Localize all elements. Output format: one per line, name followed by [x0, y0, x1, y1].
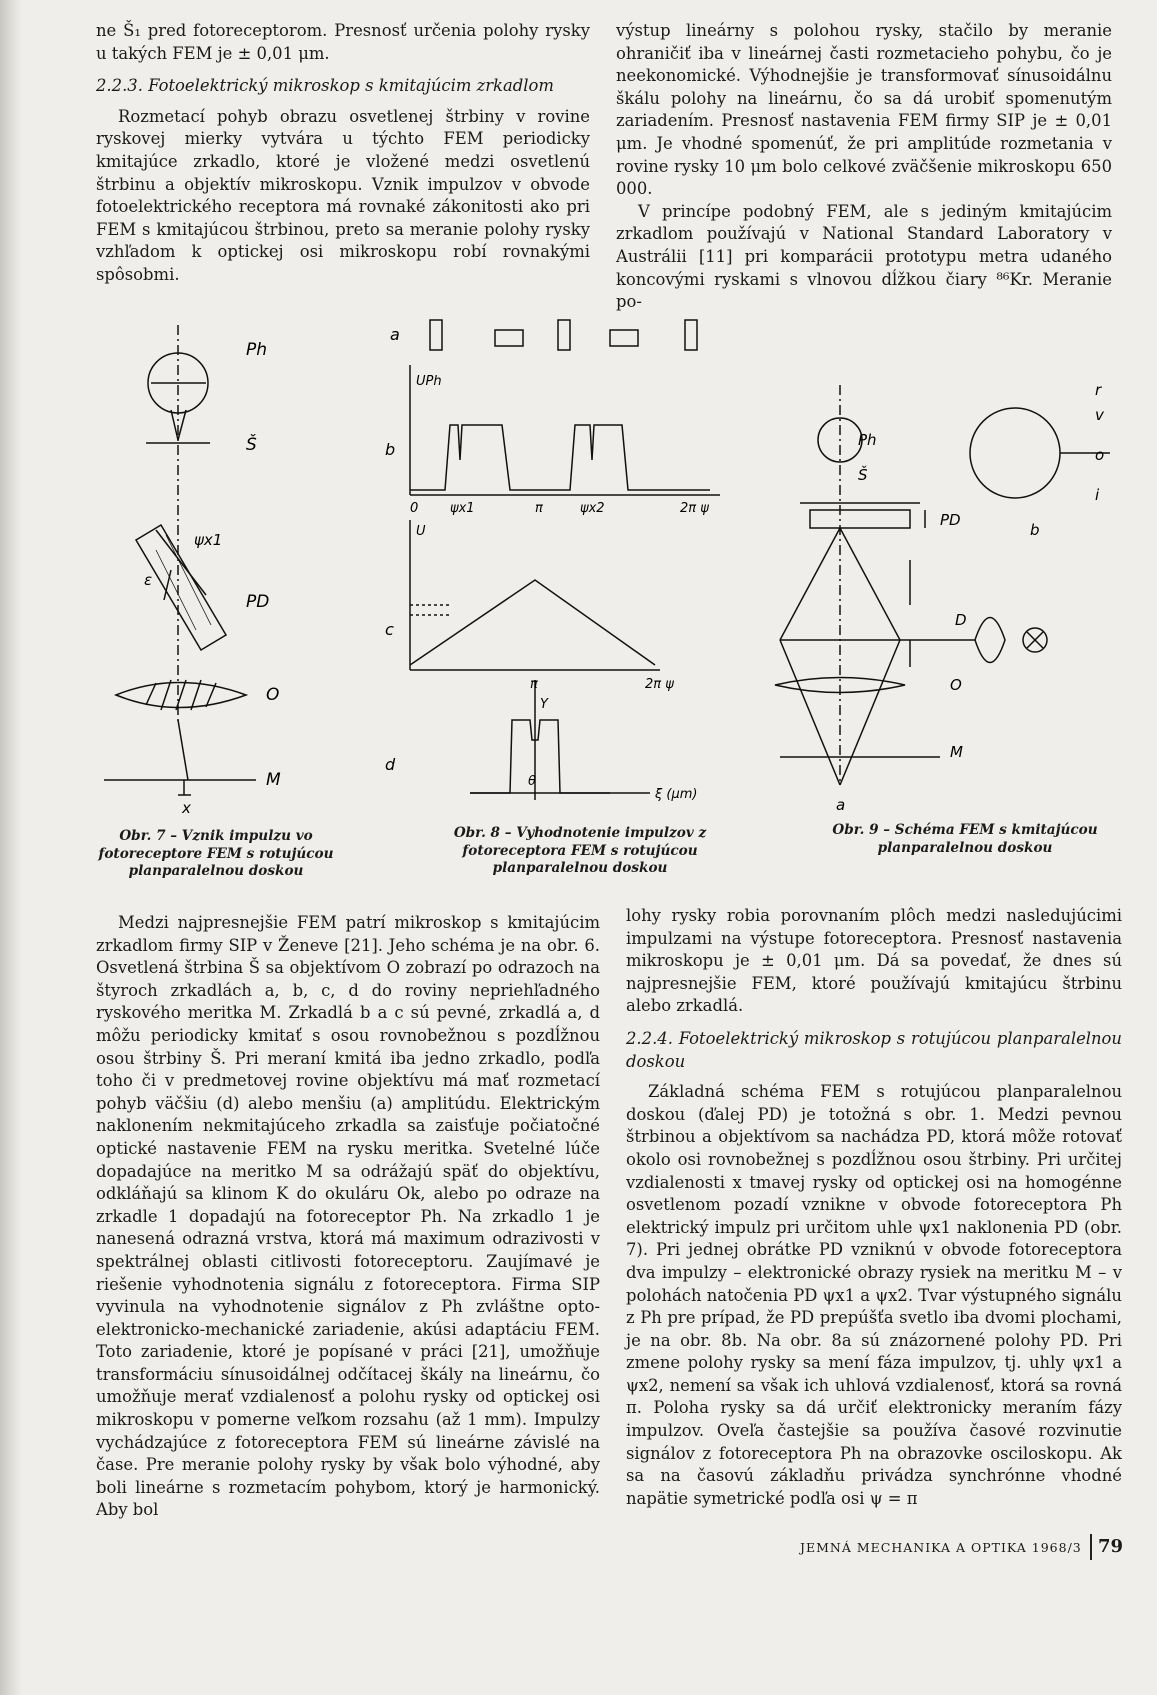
figure-9-diagram: [780, 381, 1130, 815]
label-pi-c: π: [530, 677, 538, 692]
label-o: O: [266, 685, 280, 705]
label-o: O: [950, 676, 962, 694]
right-column-top: [616, 20, 1112, 314]
section-heading-2-2-3: 2.2.3. Fotoelektrický mikroskop s kmitajúcim zrkadlom: [96, 76, 554, 96]
label-d: d: [385, 755, 396, 774]
label-s: Š: [858, 466, 868, 484]
paragraph: lohy rysky robia porovnaním plôch medzi nasledujúcimi impulzami na výstupe fotoreceptora. Presnosť nastavenia mikroskopu je ± 0,01 μm. Dá sa povedať, že dnes sú najpresnejšie FEM, ktoré používajú kmitajúcu štrbinu alebo zrkadlá.: [626, 906, 1122, 1016]
label-theta: θ: [528, 774, 536, 789]
label-psi-x1: ψx1: [450, 501, 475, 516]
footer-divider: [1090, 1534, 1092, 1560]
figure-9-caption: Obr. 9 – Schéma FEM s kmitajúcou planparalelnou doskou: [832, 822, 1098, 856]
paragraph: Základná schéma FEM s rotujúcou planparalelnou doskou (ďalej PD) je totožná s obr. 1. Medzi pevnou štrbinou a objektívom sa nachádza PD, ktorá môže rotovať okolo osi rovnobežnej s pozdĺžnou osou štrbiny. Pri určitej vzdialenosti x tmavej rysky od optickej osi na homogénne osvetlenom pozadí vznikne v obvode fotoreceptora Ph elektrický impulz pri určitom uhle ψx1 naklonenia PD (obr. 7). Pri jednej obrátke PD vzniknú v obvode fotoreceptora dva impulzy – elektronické obrazy rysiek na meritku M – v polohách natočenia PD ψx1 a ψx2. Tvar výstupného signálu z Ph pre prípad, že PD prepúšťa svetlo iba dvomi plochami, je na obr. 8b. Na obr. 8a sú znázornené polohy PD. Pri zmene polohy rysky sa mení fáza impulzov, tj. uhly ψx1 a ψx2, nemení sa však ich uhlová vzdialenosť, ktorá sa rovná π. Poloha rysky sa dá určiť elektronicky meraním fázy impulzov. Oveľa častejšie sa používa časové rozvinutie signálov z fotoreceptora Ph na obrazovke osciloskopu. Ak sa na časovú základňu privádza synchrónne vhodné napätie symetrické podľa osi ψ = π: [626, 1082, 1122, 1508]
label-u-ph: UPh: [416, 374, 442, 389]
label-d: D: [955, 611, 967, 629]
right-column-bottom: [626, 905, 1122, 1510]
paragraph: výstup lineárny s polohou rysky, stačilo by meranie ohraničiť iba v lineárnej časti rozmetacieho pohybu, čo je neekonomické. Výhodnejšie je transformovať sínusoidálnu škálu polohy na lineárnu, čo sa dá urobiť spomenutým zariadením. Presnosť nastavenia FEM firmy SIP je ± 0,01 μm. Je vhodné spomenúť, že pri amplitúde rozmetania v rovine rysky 10 μm bolo celkové zväčšenie mikroskopu 650 000.: [616, 21, 1112, 199]
label-a: a: [390, 325, 400, 344]
paragraph: Rozmetací pohyb obrazu osvetlenej štrbiny v rovine ryskovej mierky vytvára u týchto FEM periodicky kmitajúce zrkadlo, ktoré je vložené medzi osvetlenú štrbinu a objektív mikroskopu. Vznik impulzov v obvode fotoelektrického receptora má rovnaké zákonitosti ako pri FEM s kmitajúcou štrbinou, preto sa meranie polohy rysky vzhľadom k optickej osi mikroskopu robí rovnakými spôsobmi.: [96, 106, 590, 284]
label-r: r: [1095, 381, 1102, 399]
page-edge-shadow: [0, 0, 22, 1695]
section-heading-2-2-4: 2.2.4. Fotoelektrický mikroskop s rotujúcou planparalelnou doskou: [626, 1028, 1122, 1071]
label-2pi-psi-c: 2π ψ: [645, 677, 674, 692]
label-v: v: [1095, 406, 1104, 424]
label-pd: PD: [940, 511, 961, 529]
figure-8-diagram: [385, 310, 740, 810]
figure-8-caption: Obr. 8 – Vyhodnotenie impulzov z fotoreceptora FEM s rotujúcou planparalelnou doskou: [453, 825, 707, 876]
label-xi-um: ξ (μm): [655, 787, 698, 802]
paragraph: V princípe podobný FEM, ale s jediným kmitajúcim zrkadlom používajú v National Standard Laboratory v Austrálii [11] pri komparácii prototypu metra udaného koncovými ryskami s vlnovou dĺžkou čiary ⁸⁶Kr. Meranie po-: [616, 201, 1112, 312]
label-s: Š: [246, 435, 257, 455]
label-pi: π: [535, 501, 543, 516]
label-a: a: [836, 796, 846, 814]
label-2pi-psi: 2π ψ: [680, 501, 709, 516]
label-pd: PD: [246, 592, 270, 612]
figure-7-caption: Obr. 7 – Vznik impulzu vo fotoreceptore FEM s rotujúcou planparalelnou doskou: [98, 828, 334, 879]
page-number: 79: [1098, 1536, 1124, 1557]
label-i: i: [1095, 486, 1100, 504]
label-m: M: [950, 743, 963, 761]
label-psi-x1: ψx1: [194, 531, 223, 549]
paragraph: Medzi najpresnejšie FEM patrí mikroskop s kmitajúcim zrkadlom firmy SIP v Ženeve [21]. Jeho schéma je na obr. 6. Osvetlená štrbina Š sa objektívom O zobrazí po odrazoch na štyroch zrkadlách a, b, c, d do roviny nepriehľadného ryskového meritka M. Zrkadlá b a c sú pevné, zrkadlá a, d môžu periodicky kmitať s osou rovnobežnou s pozdĺžnou osou štrbiny Š. Pri meraní kmitá iba jedno zrkadlo, podľa toho či v predmetovej rovine objektívu má mať rozmetací pohyb väčšiu (d) alebo menšiu (a) amplitúdu. Elektrickým naklonením nekmitajúceho zrkadla sa zaisťuje počiatočné optické nastavenie FEM na rysku meritka. Svetelné lúče dopadajúce na meritko M sa odrážajú späť do objektívu, odkláňajú sa klinom K do okuláru Ok, alebo po odraze na zrkadle 1 dopadajú na fotoreceptor Ph. Na zrkadlo 1 je nanesená odrazná vrstva, ktorá má maximum odrazivosti v spektrálnej oblasti citlivosti fotoreceptoru. Zaujímavé je riešenie vyhodnotenia signálu z fotoreceptora. Firma SIP vyvinula na vyhodnotenie signálov z Ph zvláštne opto-elektronicko-mechanické zariadenie, akúsi adaptáciu FEM. Toto zariadenie, ktoré je popísané v práci [21], umožňuje transformáciu sínusoidálnej odčítacej škály na lineárnu, čo umožňuje merať vzdialenosť a polohu rysky od optickej osi mikroskopu v pomerne veľkom rozsahu (až 1 mm). Impulzy vychádzajúce z fotoreceptora FEM sú lineárne závislé na čase. Pre meranie polohy rysky by však bolo výhodné, aby boli lineárne s rozmetacím pohybom, ktorý je harmonický. Aby bol: [96, 913, 600, 1520]
label-c: c: [385, 620, 394, 639]
label-x: x: [182, 799, 191, 817]
label-ph: Ph: [246, 340, 268, 360]
figure-7-diagram: [96, 325, 346, 825]
label-epsilon: ε: [144, 571, 153, 589]
label-u: U: [416, 524, 426, 539]
label-psi-x2: ψx2: [580, 501, 605, 516]
left-column-top: [96, 20, 590, 287]
label-zero: 0: [410, 501, 419, 516]
left-column-bottom: [96, 912, 600, 1522]
journal-footer: JEMNÁ MECHANIKA A OPTIKA 1968/3: [800, 1540, 1082, 1555]
label-b: b: [1030, 521, 1040, 539]
label-ph: Ph: [858, 431, 877, 449]
label-y: Y: [540, 697, 548, 712]
label-o-small: o: [1095, 446, 1105, 464]
label-m: M: [266, 770, 281, 790]
label-b: b: [385, 440, 396, 459]
paragraph: ne Š₁ pred fotoreceptorom. Presnosť určenia polohy rysky u takých FEM je ± 0,01 μm.: [96, 21, 590, 63]
